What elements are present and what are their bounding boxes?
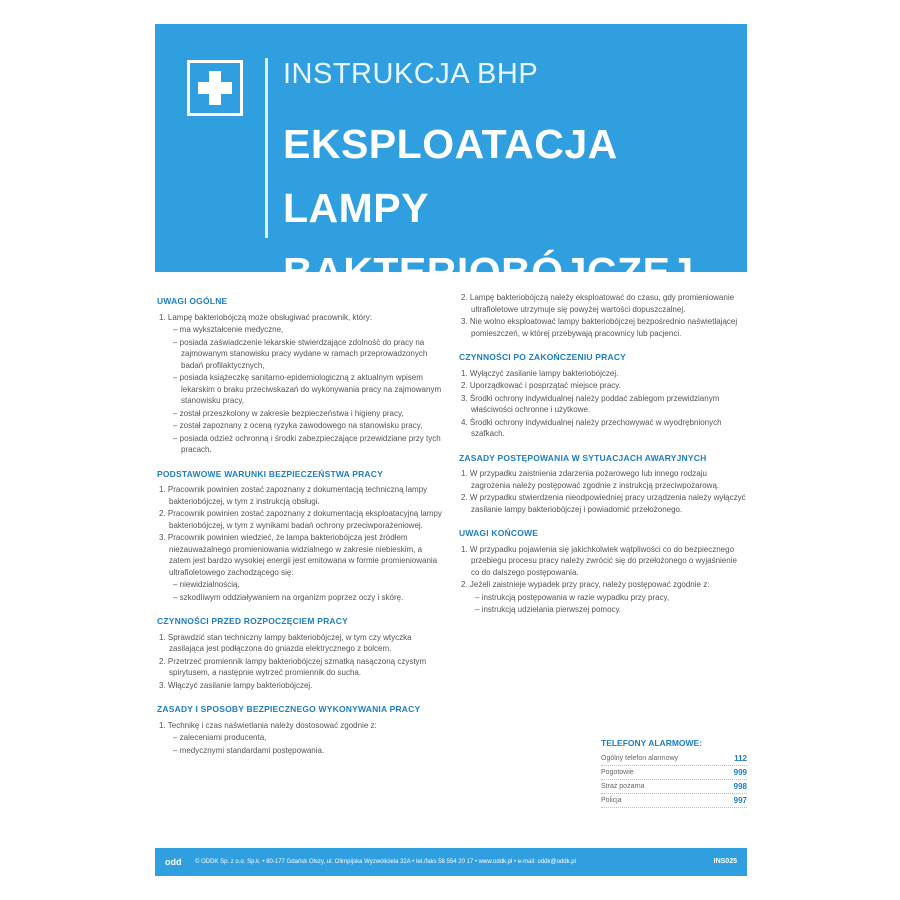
list-subitem: – posiada odzież ochronną i środki zabezpieczające przewidziane przy tych pracach. <box>173 433 441 454</box>
right-column <box>459 292 747 617</box>
doc-title <box>283 112 733 304</box>
phone-label: Pogotowie <box>601 769 634 776</box>
section-title: CZYNNOŚCI PO ZAKOŃCZENIU PRACY <box>459 352 627 362</box>
list-item: 3. Nie wolno eksploatować lampy bakteriobójczej bezpośrednio naświetlającej pomieszczeń, w której przebywają pracownicy lub pacjenci. <box>461 317 738 338</box>
list-item: 2. Uporządkować i posprzątać miejsce pracy. <box>461 381 621 390</box>
list-item: 3. Środki ochrony indywidualnej należy poddać zabiegom przewidzianym właściwości ochronne i użytkowe. <box>461 393 720 414</box>
phones-title: TELEFONY ALARMOWE: <box>601 738 703 748</box>
list-item: 3. Pracownik powinien wiedzieć, że lampa bakteriobójcza jest źródłem niezauważalnego promieniowania widzialnego w zakresie niebieskim, a zatem jest bardzo wysokiej energii jest emitowana w formie promieniowania ultrafioletowego zachodzącego się: <box>159 533 438 577</box>
list-subitem: – posiada książeczkę sanitarno-epidemiologiczną z aktualnym wpisem lekarskim o braku przeciwskazań do wykonywania pracy na zajmowanym stanowisku pracy, <box>173 373 442 405</box>
section-title: PODSTAWOWE WARUNKI BEZPIECZEŃSTWA PRACY <box>157 468 383 479</box>
list-item: 1. Wyłączyć zasilanie lampy bakteriobójczej. <box>461 368 619 378</box>
phone-row <box>601 752 747 766</box>
emergency-phones <box>601 738 747 808</box>
footer-bar <box>155 848 747 876</box>
section-title: UWAGI KOŃCOWE <box>459 528 539 538</box>
list-item: 2. Pracownik powinien zostać zapoznany z dokumentacją eksploatacyjną lampy bakteriobójczej, w tym z wynikami badań ochrony przeciwporażeniowej. <box>159 509 442 530</box>
list-subitem: – medycznymi standardami postępowania. <box>173 745 325 755</box>
list-item: 1. Pracownik powinien zostać zapoznany z dokumentacją techniczną lampy bakteriobójczej, w tym z instrukcją obsługi. <box>159 485 428 506</box>
header-banner <box>155 24 747 295</box>
list-subitem: – ma wykształcenie medyczne, <box>173 325 284 334</box>
list-item: 1. Technikę i czas naświetlania należy dostosować zgodnie z: <box>159 720 377 730</box>
doc-title-line2: BAKTERIOBÓJCZEJ <box>283 249 694 295</box>
phone-label: Policja <box>601 797 622 804</box>
list-item: 1. Sprawdzić stan techniczny lampy bakteriobójczej, w tym czy wtyczka zasilająca jest podłączona do gniazda elektrycznego z bolcem. <box>159 632 412 653</box>
phone-row <box>601 794 747 808</box>
list-item: 2. W przypadku stwierdzenia nieodpowiedniej pracy urządzenia należy wyłączyć zasilanie lampy bakteriobójczej i powiadomić przełożonego. <box>461 493 746 514</box>
list-item: 1. Lampę bakteriobójczą może obsługiwać pracownik, który: <box>159 312 372 322</box>
section-title: UWAGI OGÓLNE <box>157 296 228 306</box>
first-aid-cross-icon <box>187 60 243 116</box>
list-subitem: – niewidzialnością, <box>173 580 240 589</box>
footer-text: © ODDK Sp. z o.o. Sp.k. • 80-177 Gdańsk Olszy, ul. Olimpijska Wyzwoliciela 32A • tel./faks 58 554 20 17 • www.oddk.pl • e-mail: oddk@oddk.pl <box>195 859 576 865</box>
list-subitem: – zaleceniami producenta, <box>173 733 267 742</box>
list-subitem: – szkodliwym oddziaływaniem na organizm poprzez oczy i skórę. <box>173 592 404 602</box>
phone-label: Straż pożarna <box>601 783 645 790</box>
section-title: CZYNNOŚCI PRZED ROZPOCZĘCIEM PRACY <box>157 616 348 626</box>
list-item: 1. W przypadku pojawienia się jakichkolwiek wątpliwości co do bezpiecznego przebiegu procesu pracy należy zwrócić się do przełożonego o wyjaśnienie co do dalszego postępowania. <box>461 544 737 577</box>
doc-kicker: INSTRUKCJA BHP <box>283 58 539 90</box>
list-item: 1. W przypadku zaistnienia zdarzenia pożarowego lub innego rodzaju zagrożenia należy postępować zgodnie z instrukcją przeciwpożarową. <box>461 469 720 490</box>
publisher-logo: odd <box>165 857 182 867</box>
list-item: 2. Przetrzeć promiennik lampy bakteriobójczej szmatką nasączoną czystym spirytusem, a następnie wytrzeć promiennik do sucha. <box>159 656 427 677</box>
left-column <box>157 292 445 757</box>
phone-number: 997 <box>733 796 747 805</box>
phone-row <box>601 766 747 780</box>
list-subitem: – został zapoznany z oceną ryzyka zawodowego na stanowisku pracy, <box>173 421 423 430</box>
list-subitem: – posiada zaświadczenie lekarskie stwierdzające zdolność do pracy na zajmowanym stanowisku pracy wydane w ramach przeprowadzonych badań profilaktycznych, <box>173 337 428 370</box>
doc-code: INS025 <box>713 858 737 865</box>
phone-number: 998 <box>733 782 747 791</box>
section-title: ZASADY I SPOSOBY BEZPIECZNEGO WYKONYWANIA PRACY <box>157 704 421 714</box>
section-title: ZASADY POSTĘPOWANIA W SYTUACJACH AWARYJNYCH <box>459 452 707 463</box>
list-item: 4. Środki ochrony indywidualnej należy przechowywać w wyodrębnionych szafkach. <box>461 417 722 438</box>
phone-row <box>601 780 747 794</box>
phone-number: 999 <box>733 768 747 777</box>
instruction-sheet <box>155 24 747 876</box>
phone-label: Ogólny telefon alarmowy <box>601 755 679 762</box>
list-item: 2. Jeżeli zaistnieje wypadek przy pracy, należy postępować zgodnie z: <box>461 580 710 589</box>
list-item: 3. Włączyć zasilanie lampy bakteriobójczej. <box>159 680 313 690</box>
doc-title-line1: EKSPLOATACJA LAMPY <box>283 121 617 231</box>
header-divider <box>265 58 268 238</box>
list-subitem: – instrukcją postępowania w razie wypadku przy pracy, <box>475 592 670 602</box>
phone-number: 112 <box>734 754 747 763</box>
list-subitem: – instrukcją udzielania pierwszej pomocy. <box>475 605 622 614</box>
list-item: 2. Lampę bakteriobójczą należy eksploatować do czasu, gdy promieniowanie ultrafioletowe utrzymuje się powyżej wartości dopuszczalnej. <box>461 293 735 314</box>
list-subitem: – został przeszkolony w zakresie bezpieczeństwa i higieny pracy, <box>173 408 404 418</box>
